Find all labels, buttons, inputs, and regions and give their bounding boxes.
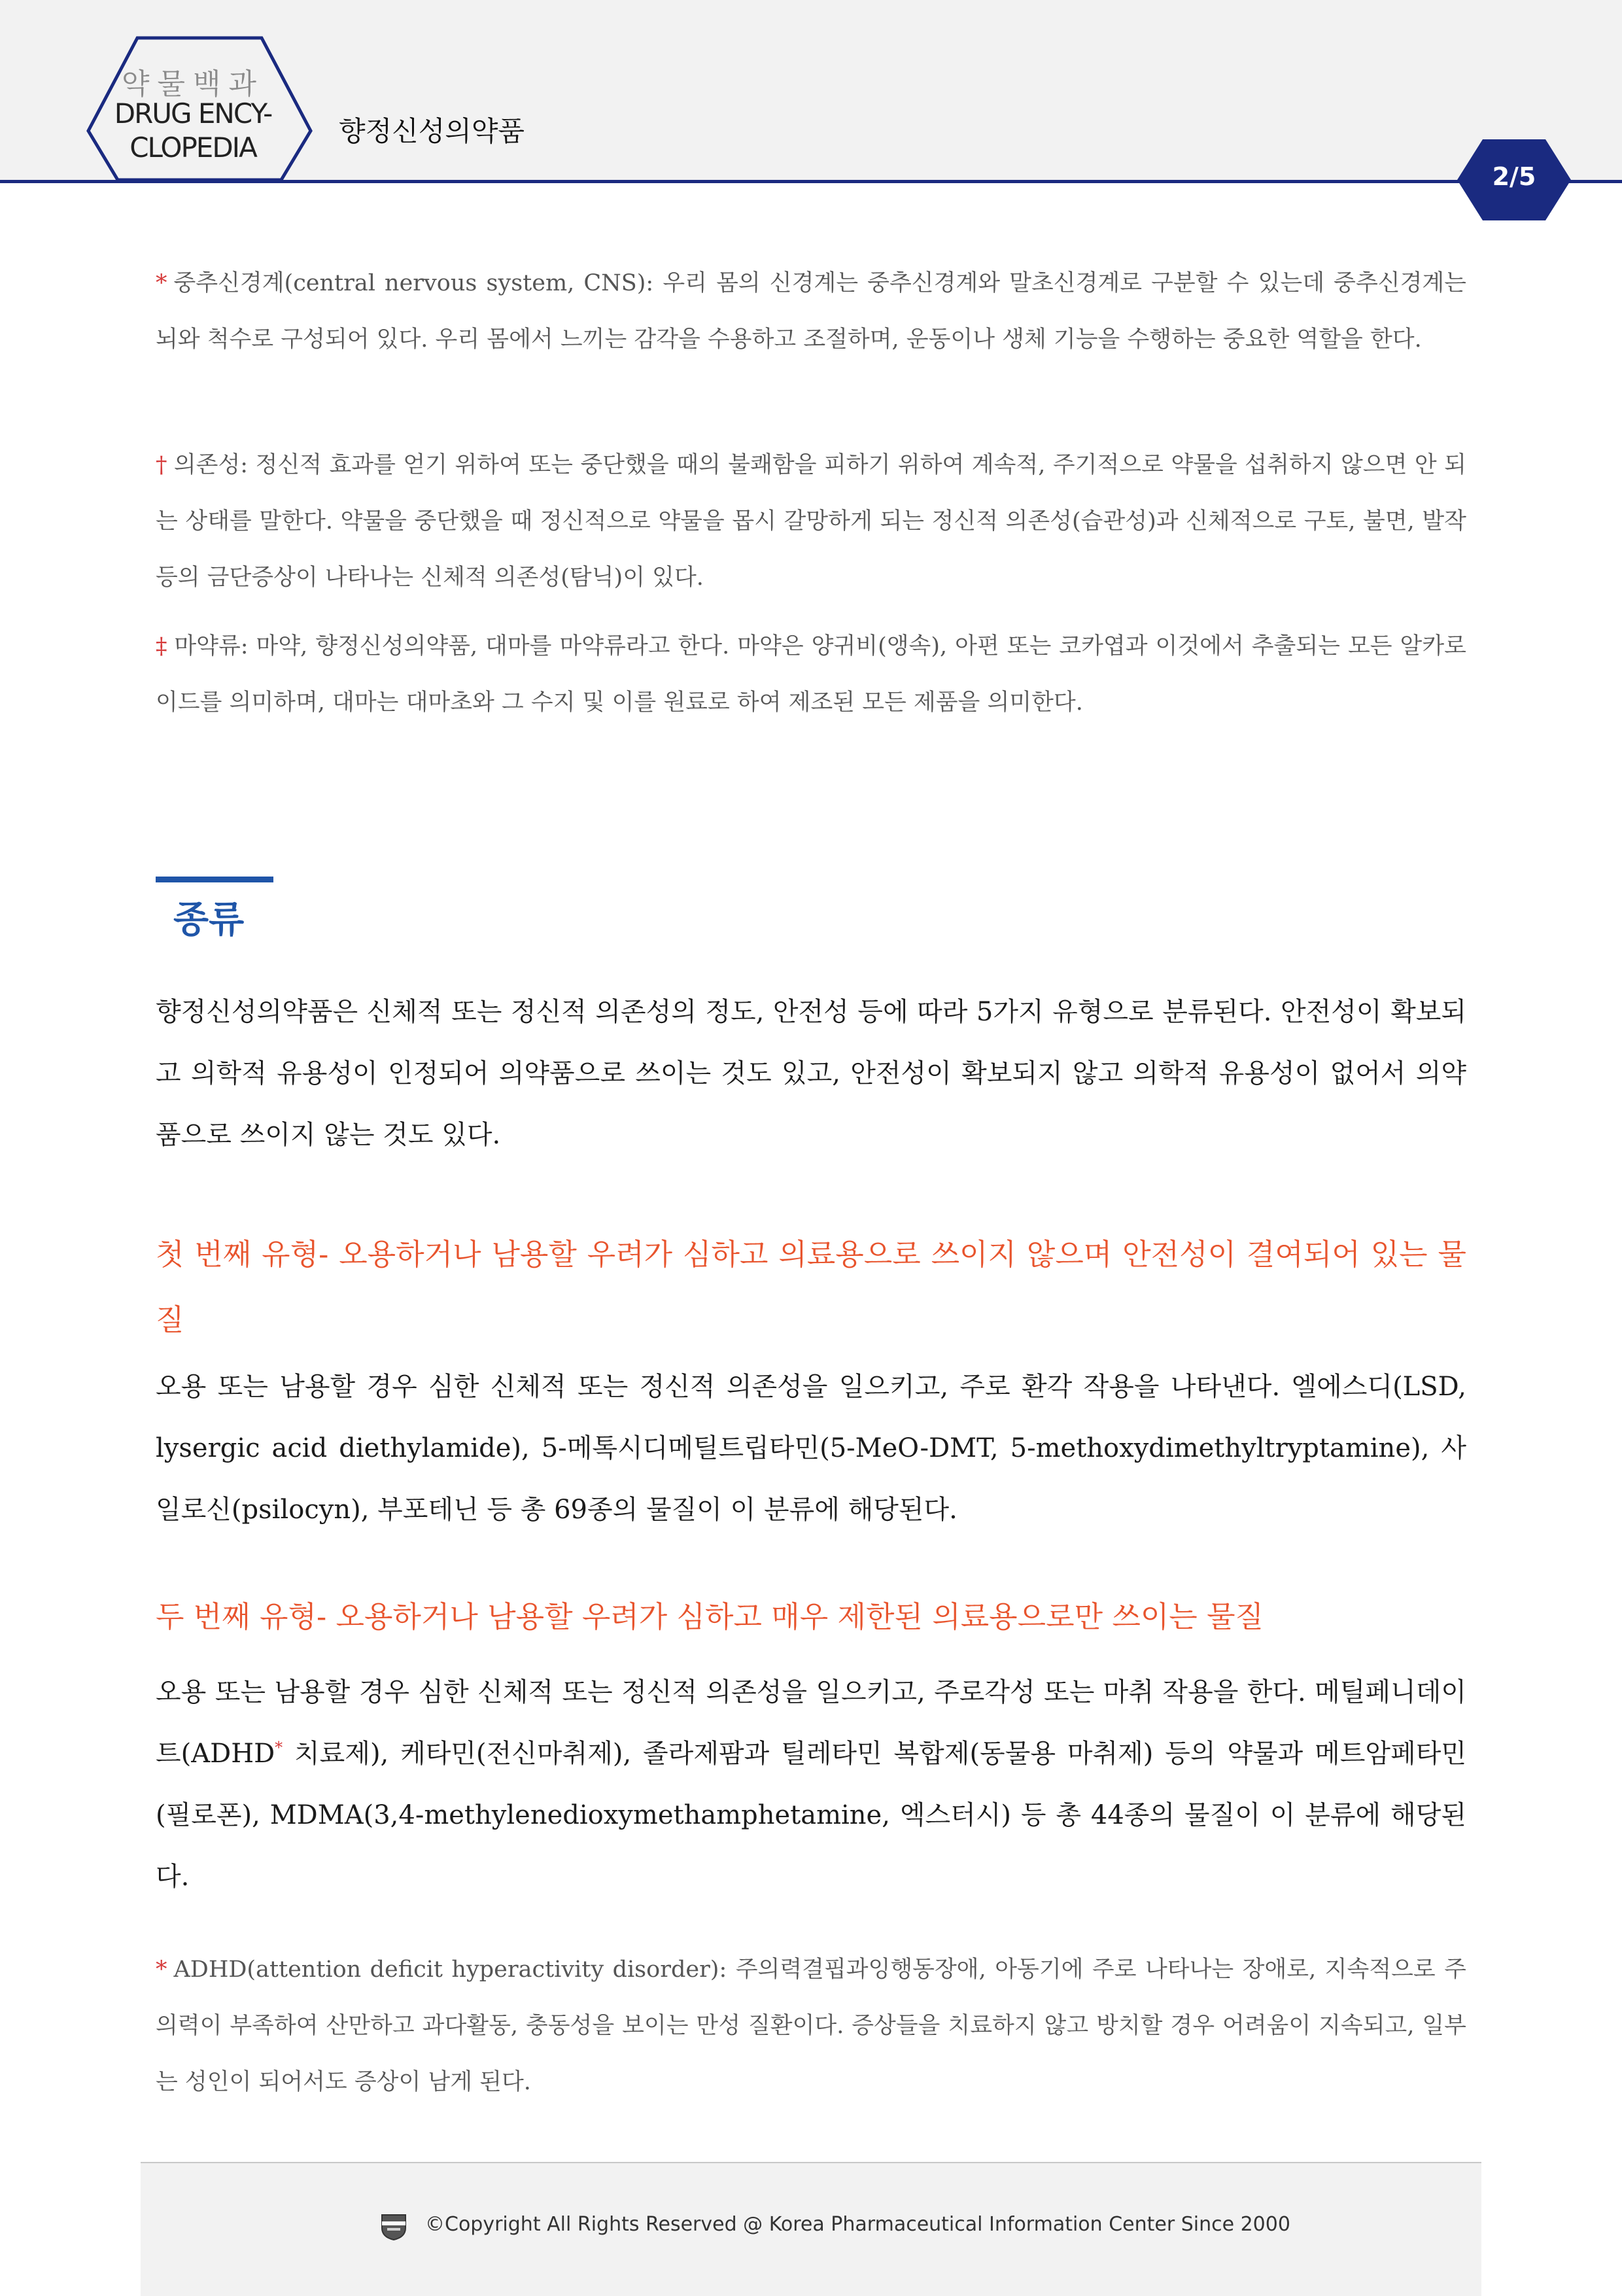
logo-korean: 약물백과 <box>121 67 264 101</box>
section-heading-bar <box>156 877 273 882</box>
section-intro-paragraph: 향정신성의약품은 신체적 또는 정신적 의존성의 정도, 안전성 등에 따라 5가지 유형으로 분류된다. 안전성이 확보되고 의학적 유용성이 인정되어 의약품으로 쓰이는 것도 있고, 안전성이 확보되지 않고 의학적 유용성이 없어서 의약품으로 쓰이지 않는 것도 있다. <box>156 997 1466 1150</box>
footnote-dependence <box>156 437 1466 606</box>
document-title: 향정신성의약품 <box>339 115 525 147</box>
type2-heading: 두 번째 유형- 오용하거나 남용할 우려가 심하고 매우 제한된 의료용으로만 쓰이는 물질 <box>156 1599 1264 1634</box>
footnote-mark: † <box>156 452 167 478</box>
type1-paragraph: 오용 또는 남용할 경우 심한 신체적 또는 정신적 의존성을 일으키고, 주로 환각 작용을 나타낸다. 엘에스디(LSD, lysergic acid diethylamide), 5-메톡시디메틸트립타민(5-MeO-DMT, 5-methoxydimethyltryptamine), 사일로신(psilocyn), 부포테닌 등 총 69종의 물질이 이 분류에 해당된다. <box>156 1372 1466 1525</box>
footer-copyright: ©Copyright All Rights Reserved @ Korea Pharmaceutical Information Center Since 2000 <box>425 2213 1290 2236</box>
kpic-shield-icon <box>379 2212 408 2241</box>
section-title: 종류 <box>173 899 245 941</box>
footnote-text: 마약류: 마약, 향정신성의약품, 대마를 마약류라고 한다. 마약은 양귀비(앵속), 아편 또는 코카엽과 이것에서 추출되는 모든 알카로이드를 의미하며, 대마는 대마초와 그 수지 및 이를 원료로 하여 제조된 모든 제품을 의미한다. <box>156 633 1466 716</box>
footnote-cns <box>156 255 1466 368</box>
footnote-mark: * <box>156 1957 167 1983</box>
footnote-text: ADHD(attention deficit hyperactivity disorder): 주의력결핍과잉행동장애, 아동기에 주로 나타나는 장애로, 지속적으로 주의력이 부족하여 산만하고 과다활동, 충동성을 보이는 만성 질환이다. 증상들을 치료하지 않고 방치할 경우 어려움이 지속되고, 일부는 성인이 되어서도 증상이 남게 된다. <box>156 1957 1466 2095</box>
logo-english-line1: DRUG ENCY- <box>114 97 272 130</box>
type2-paragraph <box>156 1661 1466 1907</box>
type1-heading: 첫 번째 유형- 오용하거나 남용할 우려가 심하고 의료용으로 쓰이지 않으며 안전성이 결여되어 있는 물질 <box>156 1237 1466 1337</box>
footnote-text: 중추신경계(central nervous system, CNS): 우리 몸의 신경계는 중추신경계와 말초신경계로 구분할 수 있는데 중추신경계는 뇌와 척수로 구성되어 있다. 우리 몸에서 느끼는 감각을 수용하고 조절하며, 운동이나 생체 기능을 수행하는 중요한 역할을 한다. <box>156 270 1466 353</box>
footnote-mark: * <box>156 270 167 296</box>
footnote-reference: * <box>275 1738 283 1757</box>
footnote-adhd <box>156 1941 1466 2110</box>
type2-text-start: 오용 또는 남용할 경우 심한 신체적 또는 정신적 의존성을 일으키고, 주로각성 또는 마취 작용을 한다. 메틸페니데이트(ADHD <box>156 1677 1466 1769</box>
page-indicator: 2/5 <box>1492 162 1536 191</box>
footnote-mark: ‡ <box>156 633 168 659</box>
footnote-text: 의존성: 정신적 효과를 얻기 위하여 또는 중단했을 때의 불쾌함을 피하기 위하여 계속적, 주기적으로 약물을 섭취하지 않으면 안 되는 상태를 말한다. 약물을 중단했을 때 정신적으로 약물을 몹시 갈망하게 되는 정신적 의존성(습관성)과 신체적으로 구토, 불면, 발작 등의 금단증상이 나타나는 신체적 의존성(탐닉)이 있다. <box>156 452 1466 591</box>
footnote-narcotics <box>156 618 1466 731</box>
type2-text-end: 치료제), 케타민(전신마취제), 졸라제팜과 틸레타민 복합제(동물용 마취제) 등의 약물과 메트암페타민(필로폰), MDMA(3,4-methylenedioxymethamphetamine, 엑스터시) 등 총 44종의 물질이 이 분류에 해당된다. <box>156 1739 1466 1892</box>
logo-english-line2: CLOPEDIA <box>129 131 256 164</box>
